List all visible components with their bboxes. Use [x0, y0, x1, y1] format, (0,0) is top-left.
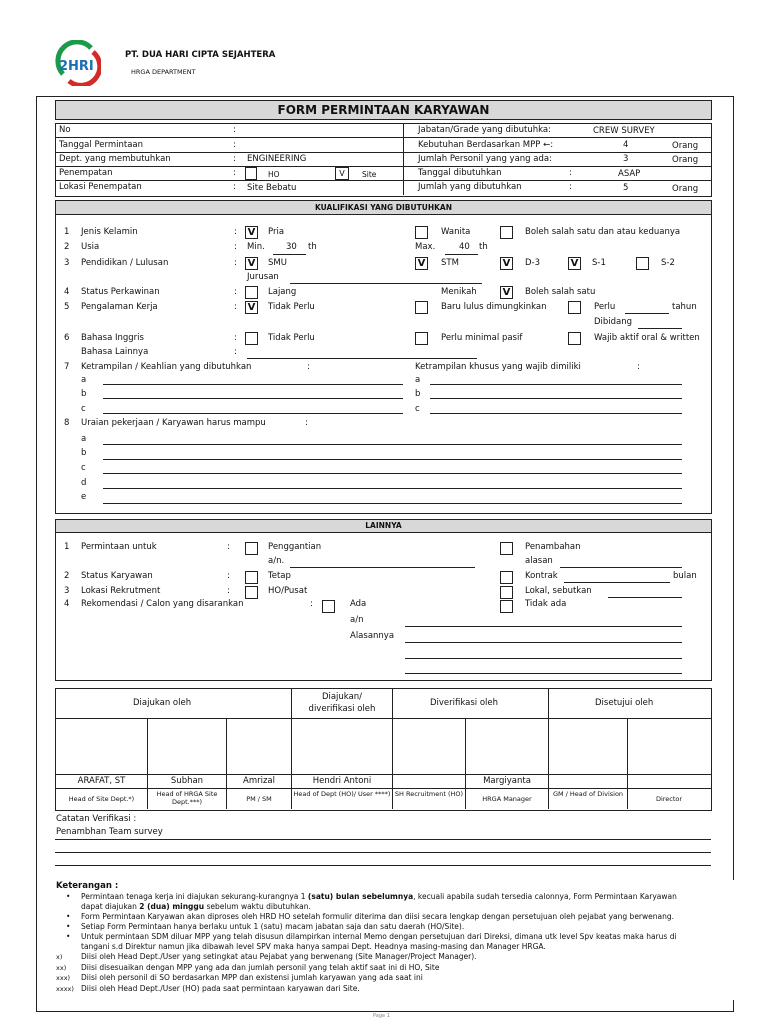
label-jumlah-dibutuhkan: Jumlah yang dibutuhkan: [418, 182, 522, 192]
label-jenis-kelamin: Jenis Kelamin: [81, 227, 138, 237]
checkbox-site[interactable]: V: [335, 167, 349, 180]
dept-value: ENGINEERING: [247, 154, 307, 164]
checkbox-d3[interactable]: V: [500, 257, 513, 270]
label-pendidikan: Pendidikan / Lulusan: [81, 258, 169, 268]
checkbox-inggris-aktif[interactable]: [568, 332, 581, 345]
header-diverifikasi: Diverifikasi oleh: [430, 698, 499, 708]
keterangan-title: Keterangan :: [56, 881, 119, 891]
page-number: Page 1: [373, 1013, 390, 1019]
checkbox-lajang[interactable]: [245, 286, 258, 299]
header-diajukan-verifikasi: Diajukan/ diverifikasi oleh: [308, 692, 376, 714]
checkbox-ho-pusat[interactable]: [245, 586, 258, 599]
signer-role: HRGA Manager: [482, 795, 532, 803]
footnote: Diisi oleh Head Dept./User yang setingkat atau Pejabat yang berwenang (Site Manager/Project Manager).: [81, 952, 477, 961]
label-site: Site: [362, 170, 377, 179]
checkbox-lokal[interactable]: [500, 586, 513, 599]
checkbox-smu[interactable]: V: [245, 257, 258, 270]
department-name: HRGA DEPARTMENT: [131, 68, 196, 76]
label-jurusan: Jurusan: [247, 272, 279, 282]
checkbox-s2[interactable]: [636, 257, 649, 270]
label-lokasi-rekrutmen: Lokasi Rekrutment: [81, 586, 161, 596]
checkbox-pria[interactable]: V: [245, 226, 258, 239]
checkbox-perlu-pengalaman[interactable]: [568, 301, 581, 314]
jumlah-value: 3: [623, 154, 629, 164]
checkbox-kontrak[interactable]: [500, 571, 513, 584]
catatan-text: Penambhan Team survey: [56, 827, 163, 837]
logo-text: 2HRI: [59, 59, 94, 74]
label-penempatan: Penempatan: [59, 168, 113, 178]
signer-role: Head of Dept (HO)/ User ****): [293, 790, 391, 798]
kualifikasi-section: [55, 200, 712, 514]
label-dept: Dept. yang membutuhkan: [59, 154, 171, 164]
header-diajukan: Diajukan oleh: [133, 698, 192, 708]
footnote: Diisi oleh Head Dept./User (HO) pada saat permintaan karyawan dari Site.: [81, 984, 360, 993]
company-name: PT. DUA HARI CIPTA SEJAHTERA: [125, 50, 276, 60]
checkbox-penambahan[interactable]: [500, 542, 513, 555]
footnote: Diisi oleh personil di SO berdasarkan MPP dan existensi jumlah karyawan yang ada saat ini: [81, 973, 423, 982]
signer-name: Margiyanta: [483, 776, 531, 786]
checkbox-baru-lulus[interactable]: [415, 301, 428, 314]
label-rekomendasi: Rekomendasi / Calon yang disarankan: [81, 599, 244, 609]
label-keterampilan-khusus: Ketrampilan khusus yang wajib dimiliki: [415, 362, 581, 372]
keterangan-bullet: Untuk permintaan SDM diluar MPP yang telah disusun dilampirkan internal Memo dengan persetujuan dari Direksi, dimana utk level Spv keatas maka harus di: [81, 932, 677, 941]
label-permintaan-untuk: Permintaan untuk: [81, 542, 157, 552]
checkbox-boleh-satu[interactable]: V: [500, 286, 513, 299]
kebutuhan-value: 4: [623, 140, 629, 150]
label-jumlah: Jumlah Personil yang yang ada:: [418, 154, 552, 164]
checkbox-tidak-perlu-pengalaman[interactable]: V: [245, 301, 258, 314]
label-pengalaman: Pengalaman Kerja: [81, 302, 158, 312]
label-keterampilan: Ketrampilan / Keahlian yang dibutuhkan: [81, 362, 252, 372]
jumlah-dibutuhkan-value: 5: [623, 183, 629, 193]
checkbox-inggris-pasif[interactable]: [415, 332, 428, 345]
signer-name: ARAFAT, ST: [77, 776, 126, 786]
keterangan-bullet: Permintaan tenaga kerja ini diajukan sekurang-kurangnya 1 (satu) bulan sebelumnya, kecuali apabila sudah tersedia calonnya, Form Permintaan Karyawan: [81, 892, 677, 901]
signer-name: Subhan: [170, 776, 204, 786]
catatan-label: Catatan Verifikasi :: [56, 814, 137, 824]
signer-role: SH Recruitment (HO): [394, 790, 464, 798]
checkbox-tidak-ada[interactable]: [500, 600, 513, 613]
label-tgl-dibutuhkan: Tanggal dibutuhkan: [418, 168, 502, 178]
label-tanggal: Tanggal Permintaan: [59, 140, 144, 150]
checkbox-boleh-keduanya[interactable]: [500, 226, 513, 239]
usia-min-value: 30: [286, 242, 297, 252]
signer-role: GM / Head of Division: [552, 790, 624, 798]
label-uraian: Uraian pekerjaan / Karyawan harus mampu: [81, 418, 266, 428]
lokasi-value: Site Bebatu: [247, 183, 297, 193]
label-no: No: [59, 125, 71, 135]
tgl-value: ASAP: [618, 169, 641, 179]
label-status-karyawan: Status Karyawan: [81, 571, 153, 581]
jabatan-value: CREW SURVEY: [593, 126, 655, 136]
header-disetujui: Disetujui oleh: [595, 698, 654, 708]
lainnya-title: LAINNYA: [55, 519, 712, 533]
label-usia: Usia: [81, 242, 100, 252]
signer-role: Head of Site Dept.*): [68, 795, 135, 803]
signer-role: PM / SM: [246, 795, 272, 803]
usia-max-value: 40: [459, 242, 470, 252]
company-logo: [55, 40, 101, 86]
label-lokasi: Lokasi Penempatan: [59, 182, 142, 192]
signer-role: Director: [655, 795, 683, 803]
keterangan-bullet: Setiap Form Permintaan hanya berlaku untuk 1 (satu) macam jabatan saja dan satu daerah (HO/Site).: [81, 922, 465, 931]
label-bahasa-inggris: Bahasa Inggris: [81, 333, 144, 343]
signer-role: Head of HRGA Site Dept.***): [156, 790, 218, 806]
form-title: FORM PERMINTAAN KARYAWAN: [55, 100, 712, 120]
checkbox-tetap[interactable]: [245, 571, 258, 584]
signer-name: Amrizal: [243, 776, 275, 786]
label-jabatan: Jabatan/Grade yang dibutuhka:: [418, 125, 551, 135]
signer-name: Hendri Antoni: [312, 776, 372, 786]
checkbox-penggantian[interactable]: [245, 542, 258, 555]
label-kebutuhan: Kebutuhan Berdasarkan MPP ←:: [418, 140, 554, 150]
checkbox-s1[interactable]: V: [568, 257, 581, 270]
label-ho: HO: [268, 170, 280, 179]
label-status-perkawinan: Status Perkawinan: [81, 287, 160, 297]
checkbox-wanita[interactable]: [415, 226, 428, 239]
keterangan-bullet: Form Permintaan Karyawan akan diproses oleh HRD HO setelah formulir diterima dan diisi secara lengkap dengan persetujuan oleh pejabat yang berwenang.: [81, 912, 675, 921]
footnote: Diisi disesuaikan dengan MPP yang ada dan jumlah personil yang telah aktif saat ini di HO, Site: [81, 963, 440, 972]
kualifikasi-title: KUALIFIKASI YANG DIBUTUHKAN: [55, 200, 712, 215]
checkbox-inggris-tidak-perlu[interactable]: [245, 332, 258, 345]
checkbox-ada[interactable]: [322, 600, 335, 613]
checkbox-ho[interactable]: [245, 167, 257, 180]
label-bahasa-lainnya: Bahasa Lainnya: [81, 347, 149, 357]
checkbox-stm[interactable]: V: [415, 257, 428, 270]
